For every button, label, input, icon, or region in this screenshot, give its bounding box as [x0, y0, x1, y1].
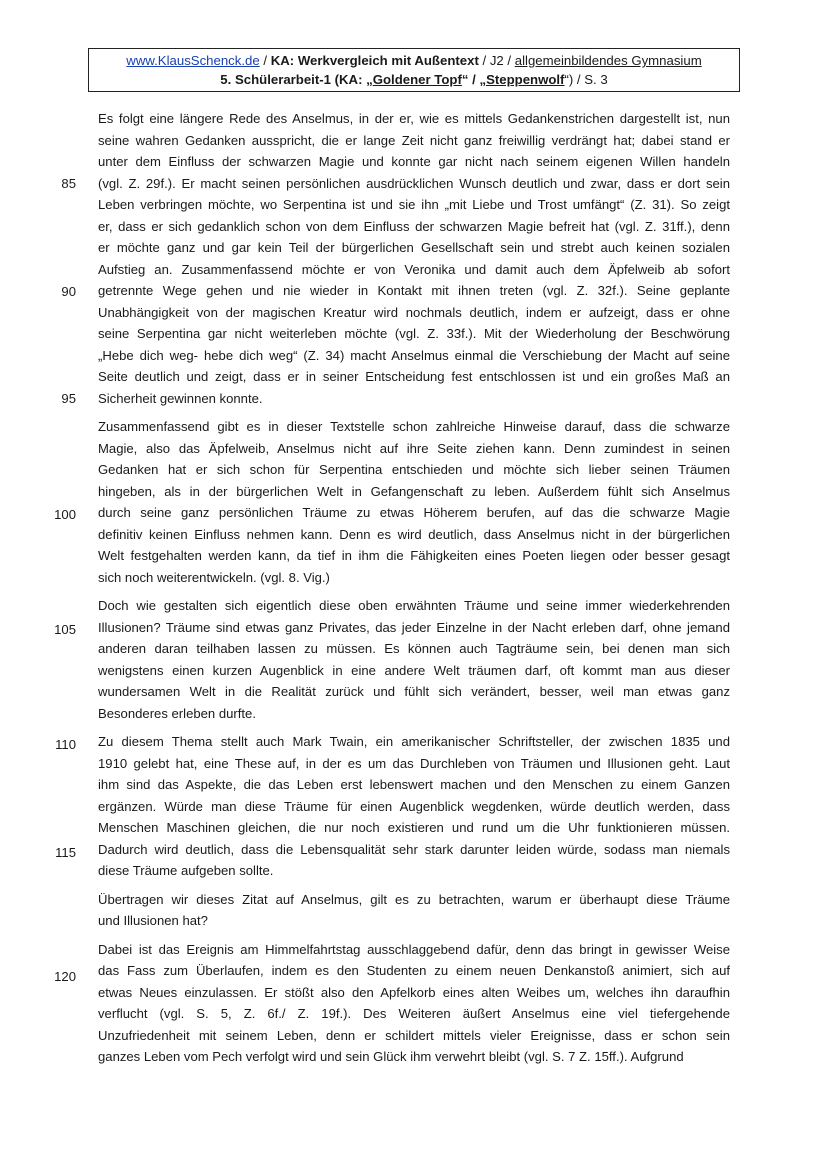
text-line: unter dem Einfluss der schwarzen Magie und konnte gar nicht nach seinem eigenen Willen handeln: [98, 154, 730, 169]
header-line-1: [89, 51, 739, 70]
body-text: [98, 108, 730, 1075]
text-line: Aufstieg an. Zusammenfassend möchte er von Veronika und damit auch dem Äpfelweib ab sofort: [98, 261, 730, 277]
text-line: diese Träume aufgeben sollte.: [98, 863, 274, 878]
line-number: 110: [55, 737, 76, 752]
text-line: durch seine ganz persönlichen Träume zu etwas Höherem berufen, auf das die schwarze Magie: [98, 505, 730, 520]
text-line: Übertragen wir dieses Zitat auf Anselmus, gilt es zu betrachten, warum er überhaupt diese Träume: [98, 891, 730, 907]
paragraph: [98, 108, 730, 409]
header-sep: / J2 /: [478, 53, 515, 68]
text-line: „Hebe dich weg- hebe dich weg“ (Z. 34) macht Anselmus einmal die Verschiebung der Macht auf seine: [98, 347, 730, 363]
header-prefix: 5. Schülerarbeit-1 (KA: „: [220, 72, 373, 87]
text-line: Sicherheit gewinnen konnte.: [98, 390, 263, 406]
text-line: seine wahren Gedanken ausspricht, die er lange Zeit nicht ganz freiwillig verdrängt hat; dabei stand er: [98, 132, 730, 148]
text-line: ihm sind das Aspekte, die das Leben erst lebenswert machen und den Menschen zu einem Ganzen: [98, 777, 730, 792]
text-line: Besonderes erleben durfte.: [98, 705, 256, 721]
line-number: 100: [54, 507, 76, 522]
text-line: Magie, also das Äpfelweib, Anselmus nicht auf ihre Seite ziehen kann. Denn zumindest in seinen: [98, 440, 730, 456]
line-number: 85: [61, 176, 76, 191]
text-line: Illusionen? Träume sind etwas ganz Privates, das jeder Einzelne in der Nacht erleben darf, ohne jemand: [98, 619, 730, 635]
paragraph: [98, 731, 730, 882]
header-sep: /: [259, 53, 271, 68]
text-line: und Illusionen hat?: [98, 913, 208, 928]
text-line: Unzufriedenheit mit seinem Leben, denn er schildert mittels vieler Ereignisse, dass er schon sein: [98, 1027, 730, 1043]
text-line: getrennte Wege gehen und nie wieder in Kontakt mit ihnen treten (vgl. Z. 32f.). Seine geplante: [98, 283, 730, 298]
text-line: wenigstens einen kurzen Augenblick in eine andere Welt träumen darf, oft kommt man aus dieser: [98, 662, 730, 678]
text-line: Es folgt eine längere Rede des Anselmus, in der er, wie es mittels Gedankenstrichen dargestellt ist, nun: [98, 111, 730, 126]
paragraph: [98, 416, 730, 588]
text-line: Dabei ist das Ereignis am Himmelfahrtstag ausschlaggebend dafür, denn das bringt in gewisser Weise: [98, 941, 730, 957]
paragraph: [98, 939, 730, 1068]
text-line: verflucht (vgl. S. 5, Z. 6f./ Z. 19f.). Des Weiteren äußert Anselmus eine viel tiefergehende: [98, 1006, 730, 1021]
header-line-2: [89, 70, 739, 89]
work-title-2: Steppenwolf: [486, 72, 565, 87]
school-type: allgemeinbildendes Gymnasium: [514, 53, 702, 68]
text-line: Doch wie gestalten sich eigentlich diese oben erwähnten Träume und seine immer wiederkehrenden: [98, 598, 730, 613]
text-line: Welt festgehalten werden kann, da tief in ihm die Fähigkeiten eines Poeten liegen oder besser gesagt: [98, 548, 730, 563]
line-number: 115: [55, 845, 76, 860]
line-number: 90: [61, 284, 76, 299]
page-header: [88, 48, 740, 92]
line-number: 95: [61, 391, 76, 406]
text-line: Leben verbringen möchte, wo Serpentina ist und sie ihn „mit Liebe und Trost umfängt“ (Z. 31). So zeigt: [98, 197, 730, 212]
text-line: Unabhängigkeit von der magischen Kreatur wird nochmals deutlich, indem er aufzeigt, dass er ohne: [98, 304, 730, 320]
paragraph: [98, 595, 730, 724]
exam-topic: KA: Werkvergleich mit Außentext: [270, 53, 479, 68]
text-line: etwas Neues einzulassen. Er stößt also den Apfelkorb eines alten Weibes um, welches ihn daraufhin: [98, 984, 730, 1000]
text-line: Gedanken hat er sich schon für Serpentina entschieden und möchte sich lieber seinen Träumen: [98, 462, 730, 477]
text-line: er möchte ganz und gar kein Teil der bürgerlichen Gesellschaft sein und strebt auch keinen sozialen: [98, 240, 730, 255]
text-line: hingeben, als in der bürgerlichen Welt in Gefangenschaft zu leben. Außerdem fühlt sich Anselmus: [98, 483, 730, 499]
text-line: Menschen Maschinen gleichen, die nur noch existieren und rund um die Uhr funktionieren müssen.: [98, 820, 730, 835]
text-line: wundersamen Welt in die Realität zurück und fühlt sich verändert, besser, weil man etwas ganz: [98, 684, 730, 699]
site-link[interactable]: www.KlausSchenck.de: [126, 53, 260, 68]
line-number-column: [40, 0, 80, 1171]
text-line: Dadurch wird deutlich, dass die Lebensqualität sehr stark darunter leiden würde, sodass man niemals: [98, 841, 730, 857]
text-line: Zusammenfassend gibt es in dieser Textstelle schon zahlreiche Hinweise darauf, dass die schwarze: [98, 419, 730, 434]
header-mid: “ / „: [461, 72, 487, 87]
text-line: er, dass er sich gedanklich schon von dem Einfluss der schwarzen Magie befreit hat (vgl. Z. 31ff.), denn: [98, 218, 730, 234]
text-line: Seite deutlich und zeigt, dass er in seiner Entscheidung fest entschlossen ist und ein großes Maß an: [98, 369, 730, 384]
work-title-1: Goldener Topf: [372, 72, 462, 87]
header-suffix: “) / S. 3: [564, 72, 608, 87]
text-line: 1910 gelebt hat, eine These auf, in der es um das Durchleben von Träumen und Illusionen geht. Laut: [98, 755, 730, 771]
text-line: das Fass zum Überlaufen, indem es den Studenten zu einem neuen Denkanstoß animiert, sich auf: [98, 963, 730, 978]
text-line: sich noch weiterentwickeln. (vgl. 8. Vig.): [98, 569, 330, 585]
text-line: Zu diesem Thema stellt auch Mark Twain, ein amerikanischer Schriftsteller, der zwischen 1835 und: [98, 734, 730, 749]
text-line: seine Serpentina gar nicht weiterleben möchte (vgl. Z. 33f.). Mit der Wiederholung der Beschwörung: [98, 326, 730, 341]
line-number: 120: [54, 969, 76, 984]
text-line: definitiv keinen Einfluss nehmen kann. Denn es wird deutlich, dass Anselmus nicht in der bürgerlichen: [98, 526, 730, 542]
text-line: (vgl. Z. 29f.). Er macht seinen persönlichen ausdrücklichen Wunsch deutlich und zwar, dass er dort sein: [98, 175, 730, 191]
line-number: 105: [54, 622, 76, 637]
text-line: ganzes Leben vom Pech verfolgt wird und sein Glück ihm verwehrt bleibt (vgl. S. 7 Z. 15ff.). Aufgrund: [98, 1049, 684, 1064]
text-line: ergänzen. Würde man diese Träume für einen Augenblick wegdenken, würde deutlich werden, dass: [98, 798, 730, 814]
paragraph: [98, 889, 730, 932]
text-line: anderen daran teilhaben lassen zu müssen. Es können auch Tagträume sein, bei denen man sich: [98, 641, 730, 656]
